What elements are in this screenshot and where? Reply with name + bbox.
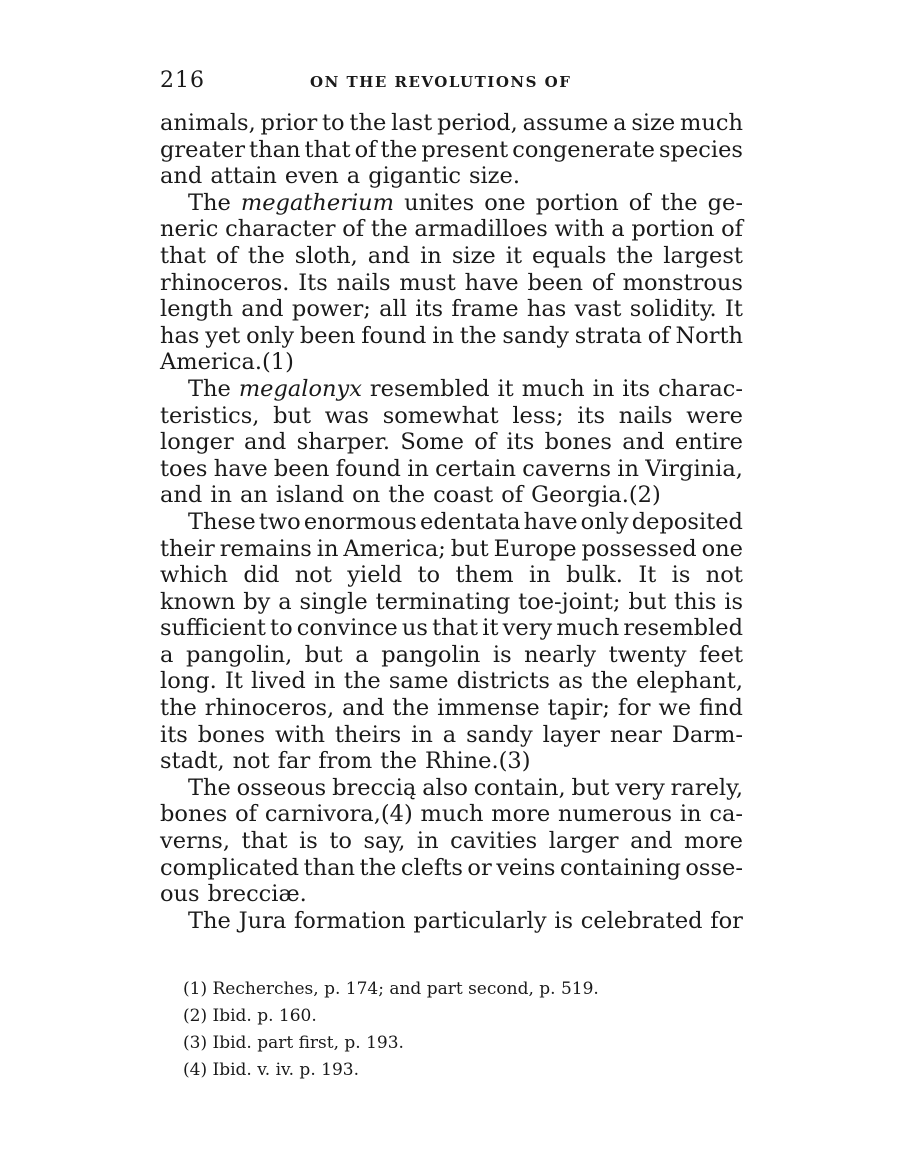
text-line: These two enormous edentata have only deposited	[188, 508, 743, 535]
text-line: that of the sloth, and in size it equals the largest	[160, 242, 743, 269]
text-line: complicated than the clefts or veins containing osse-	[160, 854, 743, 881]
text-line: teristics, but was somewhat less; its nails were	[160, 402, 743, 429]
text-line: stadt, not far from the Rhine.(3)	[160, 748, 531, 775]
text-line: its bones with theirs in a sandy layer near Darm-	[160, 721, 743, 748]
footnote: (4) Ibid. v. iv. p. 193.	[183, 1060, 359, 1080]
text-line: longer and sharper. Some of its bones and entire	[160, 429, 743, 456]
text-line: length and power; all its frame has vast solidity. It	[160, 296, 743, 323]
text-line: which did not yield to them in bulk. It is not	[160, 562, 743, 589]
text-line: The Jura formation particularly is celebrated for	[188, 907, 743, 934]
text-line: long. It lived in the same districts as the elephant,	[160, 668, 743, 695]
text-line: The megalonyx resembled it much in its charac-	[188, 375, 743, 402]
text-line: America.(1)	[160, 349, 294, 376]
footnote: (3) Ibid. part first, p. 193.	[183, 1033, 404, 1053]
text-line: their remains in America; but Europe possessed one	[160, 535, 743, 562]
text-line: The megatherium unites one portion of the ge-	[188, 189, 743, 216]
text-line: The osseous breccią also contain, but very rarely,	[188, 774, 743, 801]
text-line: animals, prior to the last period, assume a size much	[160, 110, 743, 136]
text-line: a pangolin, but a pangolin is nearly twenty feet	[160, 641, 743, 668]
running-head: ON THE REVOLUTIONS OF	[310, 73, 572, 91]
text-line: and attain even a gigantic size.	[160, 163, 521, 190]
text-line: ous brecciæ.	[160, 881, 307, 908]
text-line: toes have been found in certain caverns in Virginia,	[160, 455, 743, 482]
text-line: the rhinoceros, and the immense tapir; for we find	[160, 695, 743, 722]
body-text	[160, 110, 743, 934]
text-line: neric character of the armadilloes with a portion of	[160, 216, 743, 243]
footnote: (2) Ibid. p. 160.	[183, 1006, 317, 1026]
text-line: known by a single terminating toe-joint; but this is	[160, 588, 743, 615]
text-line: greater than that of the present congenerate species	[160, 136, 743, 163]
text-line: and in an island on the coast of Georgia.(2)	[160, 482, 661, 509]
page-number: 216	[160, 68, 205, 93]
text-line: verns, that is to say, in cavities larger and more	[160, 828, 743, 855]
footnote: (1) Recherches, p. 174; and part second, p. 519.	[183, 979, 599, 999]
text-line: bones of carnivora,(4) much more numerous in ca-	[160, 801, 743, 828]
page-header	[160, 66, 745, 96]
text-line: rhinoceros. Its nails must have been of monstrous	[160, 269, 743, 296]
text-line: sufficient to convince us that it very much resembled	[160, 615, 743, 642]
footnotes	[183, 976, 743, 1084]
text-line: has yet only been found in the sandy strata of North	[160, 322, 743, 349]
